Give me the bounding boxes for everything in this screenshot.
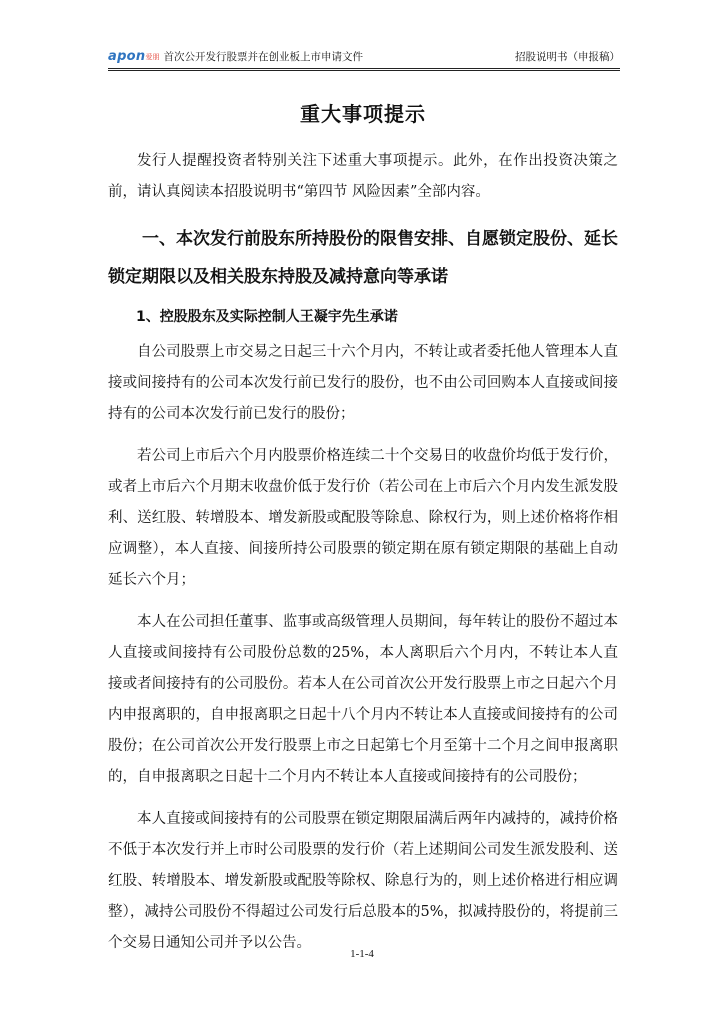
header-doc-type: 招股说明书（申报稿） [515, 51, 620, 63]
header-divider-secondary [108, 70, 620, 71]
header-left [108, 48, 363, 66]
document-body [108, 146, 618, 970]
header-divider [108, 68, 620, 69]
body-paragraph: 本人直接或间接持有的公司股票在锁定期限届满后两年内减持的，减持价格不低于本次发行并上市时公司股票的发行价（若上述期间公司发生派发股利、送红股、转增股本、增发新股或配股等除权、除息行为的，则上述价格进行相应调整），减持公司股份不得超过公司发行后总股本的5%，拟减持股份的，将提前三个交易日通知公司并予以公告。 [108, 811, 618, 951]
company-logo-cn: 爱朋 [145, 53, 160, 61]
intro-paragraph: 发行人提醒投资者特别关注下述重大事项提示。此外，在作出投资决策之前，请认真阅读本招股说明书“第四节 风险因素”全部内容。 [108, 153, 618, 200]
sub-heading: 1、控股股东及实际控制人王凝宇先生承诺 [136, 309, 398, 325]
header-doc-title: 首次公开发行股票并在创业板上市申请文件 [163, 51, 363, 63]
body-paragraph: 自公司股票上市交易之日起三十六个月内，不转让或者委托他人管理本人直接或间接持有的公司本次发行前已发行的股份，也不由公司回购本人直接或间接持有的公司本次发行前已发行的股份； [108, 344, 618, 422]
page-number: 1-1-4 [350, 948, 374, 960]
body-paragraph: 若公司上市后六个月内股票价格连续二十个交易日的收盘价均低于发行价，或者上市后六个月期末收盘价低于发行价（若公司在上市后六个月内发生派发股利、送红股、转增股本、增发新股或配股等除息、除权行为，则上述价格将作相应调整），本人直接、间接所持公司股票的锁定期在原有锁定期限的基础上自动延长六个月； [108, 448, 618, 588]
page-header [108, 48, 620, 66]
section-heading: 一、本次发行前股东所持股份的限售安排、自愿锁定股份、延长锁定期限以及相关股东持股及减持意向等承诺 [108, 229, 618, 287]
company-logo: apon [108, 49, 146, 64]
page-title: 重大事项提示 [300, 102, 426, 126]
body-paragraph: 本人在公司担任董事、监事或高级管理人员期间，每年转让的股份不超过本人直接或间接持有公司股份总数的25%，本人离职后六个月内，不转让本人直接或者间接持有的公司股份。若本人在公司首次公开发行股票上市之日起六个月内申报离职的，自申报离职之日起十八个月内不转让本人直接或间接持有的公司股份；在公司首次公开发行股票上市之日起第七个月至第十二个月之间申报离职的，自申报离职之日起十二个月内不转让本人直接或间接持有的公司股份； [108, 614, 618, 785]
